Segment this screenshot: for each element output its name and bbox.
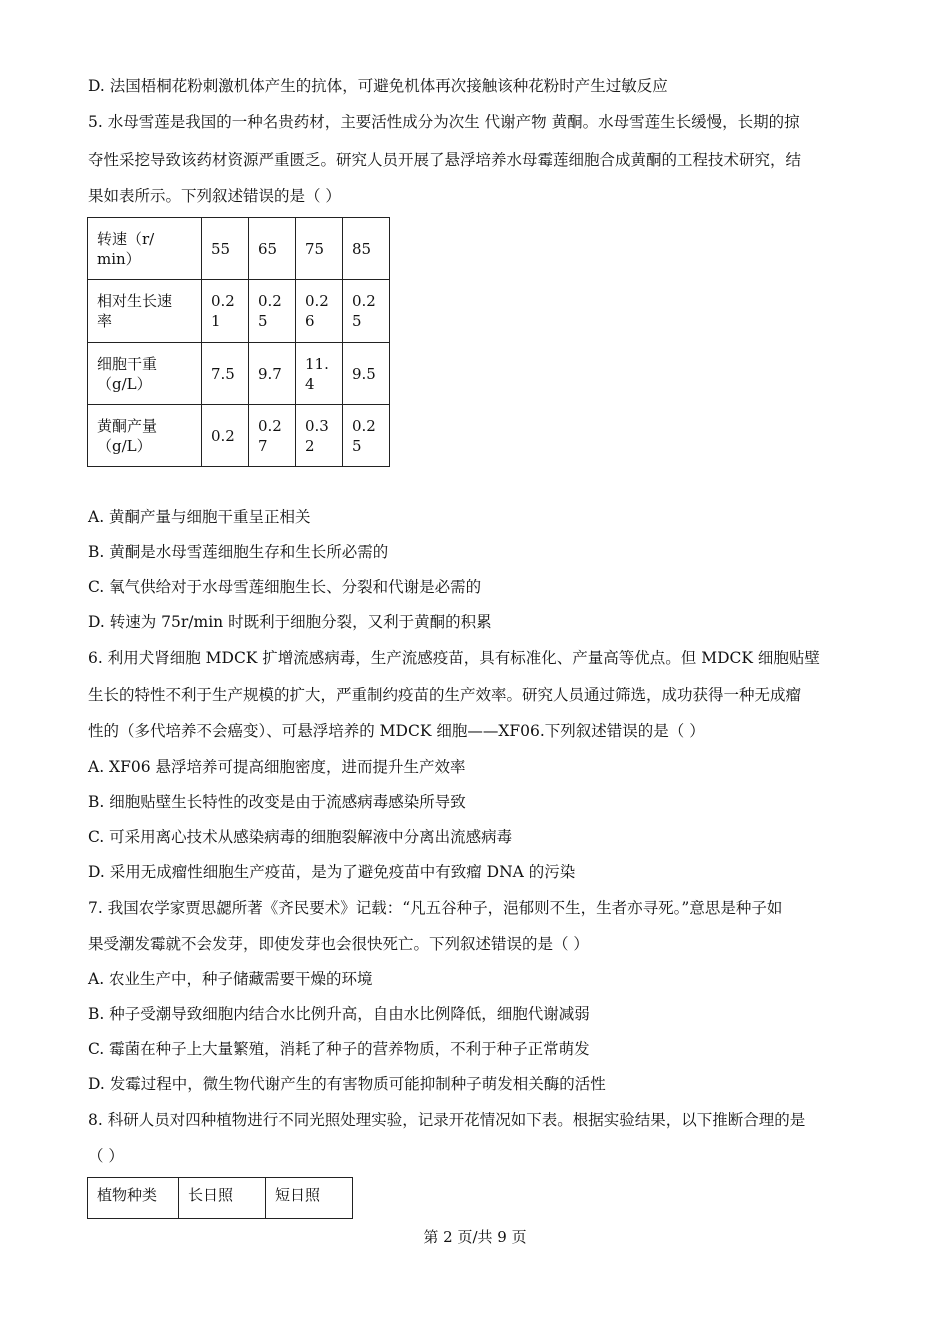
q5-row-label-line: 转速（r/ <box>97 229 155 248</box>
q5-table-cell <box>202 343 249 405</box>
q8-table <box>87 1177 353 1219</box>
q5-row-label-line: min） <box>97 249 141 268</box>
q5-table-cell <box>249 280 296 343</box>
q5-table-cell <box>343 218 390 280</box>
q4-option-d: D. 法国梧桐花粉刺激机体产生的抗体，可避免机体再次接触该种花粉时产生过敏反应 <box>88 77 668 95</box>
q7-option-b: B. 种子受潮导致细胞内结合水比例升高，自由水比例降低，细胞代谢减弱 <box>88 1005 590 1023</box>
q5-cell-line: 0.3 <box>305 416 329 435</box>
q5-cell-line: 0.2 <box>211 292 235 310</box>
q5-cell-line: 7.5 <box>211 364 235 383</box>
q8-header-long-day: 长日照 <box>179 1178 266 1219</box>
q5-table-cell <box>296 218 343 280</box>
q5-option-c: C. 氧气供给对于水母雪莲细胞生长、分裂和代谢是必需的 <box>88 578 482 596</box>
q5-table-cell <box>296 280 343 343</box>
q5-option-a: A. 黄酮产量与细胞干重呈正相关 <box>88 508 311 526</box>
q5-cell-line: 55 <box>211 239 231 258</box>
q5-row-label-line: 率 <box>97 312 113 330</box>
q8-header-species: 植物种类 <box>88 1178 179 1219</box>
q5-stem-line-3: 果如表所示。下列叙述错误的是（ ） <box>88 187 341 205</box>
q5-cell-line: 9.5 <box>352 364 376 383</box>
q5-table-cell <box>343 405 390 467</box>
q5-row-label <box>88 343 202 405</box>
q5-row-label <box>88 218 202 280</box>
q5-table-row <box>88 280 390 343</box>
q5-cell-line: 75 <box>305 239 325 258</box>
q5-table-row <box>88 343 390 405</box>
q5-row-label-line: 黄酮产量 <box>97 416 158 435</box>
q5-stem-line-1: 5. 水母雪莲是我国的一种名贵药材，主要活性成分为次生 代谢产物 黄酮。水母雪莲生长缓慢，长期的掠 <box>88 113 800 131</box>
q7-stem-line-2: 果受潮发霉就不会发芽，即使发芽也会很快死亡。下列叙述错误的是（ ） <box>88 935 589 953</box>
q5-cell-line: 5 <box>352 312 362 330</box>
q5-row-label-line: （g/L） <box>97 374 152 393</box>
q6-option-c: C. 可采用离心技术从感染病毒的细胞裂解液中分离出流感病毒 <box>88 828 513 846</box>
q5-cell-line: 85 <box>352 239 372 258</box>
q5-table-cell <box>249 343 296 405</box>
q5-table-cell <box>202 405 249 467</box>
q5-cell-line: 0.2 <box>258 292 282 310</box>
q5-stem-line-2: 夺性采挖导致该药材资源严重匮乏。研究人员开展了悬浮培养水母霉莲细胞合成黄酮的工程技术研究，结 <box>88 151 802 169</box>
q5-cell-line: 9.7 <box>258 364 282 383</box>
q5-cell-line: 4 <box>305 374 315 393</box>
q5-cell-line: 7 <box>258 436 268 455</box>
q5-cell-line: 65 <box>258 239 278 258</box>
q5-cell-line: 6 <box>305 312 315 330</box>
q5-option-d: D. 转速为 75r/min 时既利于细胞分裂，又利于黄酮的积累 <box>88 613 492 631</box>
q5-table-cell <box>296 405 343 467</box>
q6-option-b: B. 细胞贴壁生长特性的改变是由于流感病毒感染所导致 <box>88 793 466 811</box>
q6-stem-line-3: 性的（多代培养不会癌变）、可悬浮培养的 MDCK 细胞——XF06.下列叙述错误的是（ ） <box>88 722 705 740</box>
q7-option-d: D. 发霉过程中，微生物代谢产生的有害物质可能抑制种子萌发相关酶的活性 <box>88 1075 606 1093</box>
q5-row-label-line: 细胞干重 <box>97 354 158 373</box>
q5-table-cell <box>343 343 390 405</box>
q5-table-cell <box>343 280 390 343</box>
q5-cell-line: 0.2 <box>258 416 282 435</box>
q5-cell-line: 1 <box>211 312 221 330</box>
q5-option-b: B. 黄酮是水母雪莲细胞生存和生长所必需的 <box>88 543 389 561</box>
q5-table-cell <box>249 218 296 280</box>
q5-cell-line: 0.2 <box>305 292 329 310</box>
q5-row-label-line: 相对生长速 <box>97 292 173 310</box>
q5-table-cell <box>202 218 249 280</box>
q8-stem-line-2: （ ） <box>88 1147 124 1165</box>
q5-row-label <box>88 280 202 343</box>
q8-header-short-day: 短日照 <box>266 1178 353 1219</box>
q8-stem-line-1: 8. 科研人员对四种植物进行不同光照处理实验，记录开花情况如下表。根据实验结果，以下推断合理的是 <box>88 1111 806 1129</box>
q7-option-a: A. 农业生产中，种子储藏需要干燥的环境 <box>88 970 373 988</box>
q5-table-cell <box>202 280 249 343</box>
page-footer: 第 2 页/共 9 页 <box>423 1228 527 1246</box>
q5-cell-line: 2 <box>305 436 315 455</box>
q5-cell-line: 11. <box>305 354 329 373</box>
q5-table-row <box>88 405 390 467</box>
q5-cell-line: 0.2 <box>352 292 376 310</box>
q5-table-cell <box>249 405 296 467</box>
q6-option-d: D. 采用无成瘤性细胞生产疫苗，是为了避免疫苗中有致瘤 DNA 的污染 <box>88 863 576 881</box>
q7-option-c: C. 霉菌在种子上大量繁殖，消耗了种子的营养物质，不利于种子正常萌发 <box>88 1040 590 1058</box>
q6-option-a: A. XF06 悬浮培养可提高细胞密度，进而提升生产效率 <box>88 758 466 776</box>
q5-cell-line: 5 <box>352 436 362 455</box>
q5-results-table <box>87 217 390 467</box>
q5-table-row <box>88 218 390 280</box>
q5-row-label-line: （g/L） <box>97 436 152 455</box>
q6-stem-line-2: 生长的特性不利于生产规模的扩大，严重制约疫苗的生产效率。研究人员通过筛选，成功获得一种无成瘤 <box>88 686 802 704</box>
q5-cell-line: 0.2 <box>352 416 376 435</box>
q5-cell-line: 5 <box>258 312 268 330</box>
q5-cell-line: 0.2 <box>211 426 235 445</box>
q7-stem-line-1: 7. 我国农学家贾思勰所著《齐民要术》记载：“凡五谷种子，浥郁则不生，生者亦寻死。”意思是种子如 <box>88 899 783 917</box>
q6-stem-line-1: 6. 利用犬肾细胞 MDCK 扩增流感病毒，生产流感疫苗，具有标准化、产量高等优点。但 MDCK 细胞贴壁 <box>88 649 820 667</box>
q5-table-cell <box>296 343 343 405</box>
q5-row-label <box>88 405 202 467</box>
